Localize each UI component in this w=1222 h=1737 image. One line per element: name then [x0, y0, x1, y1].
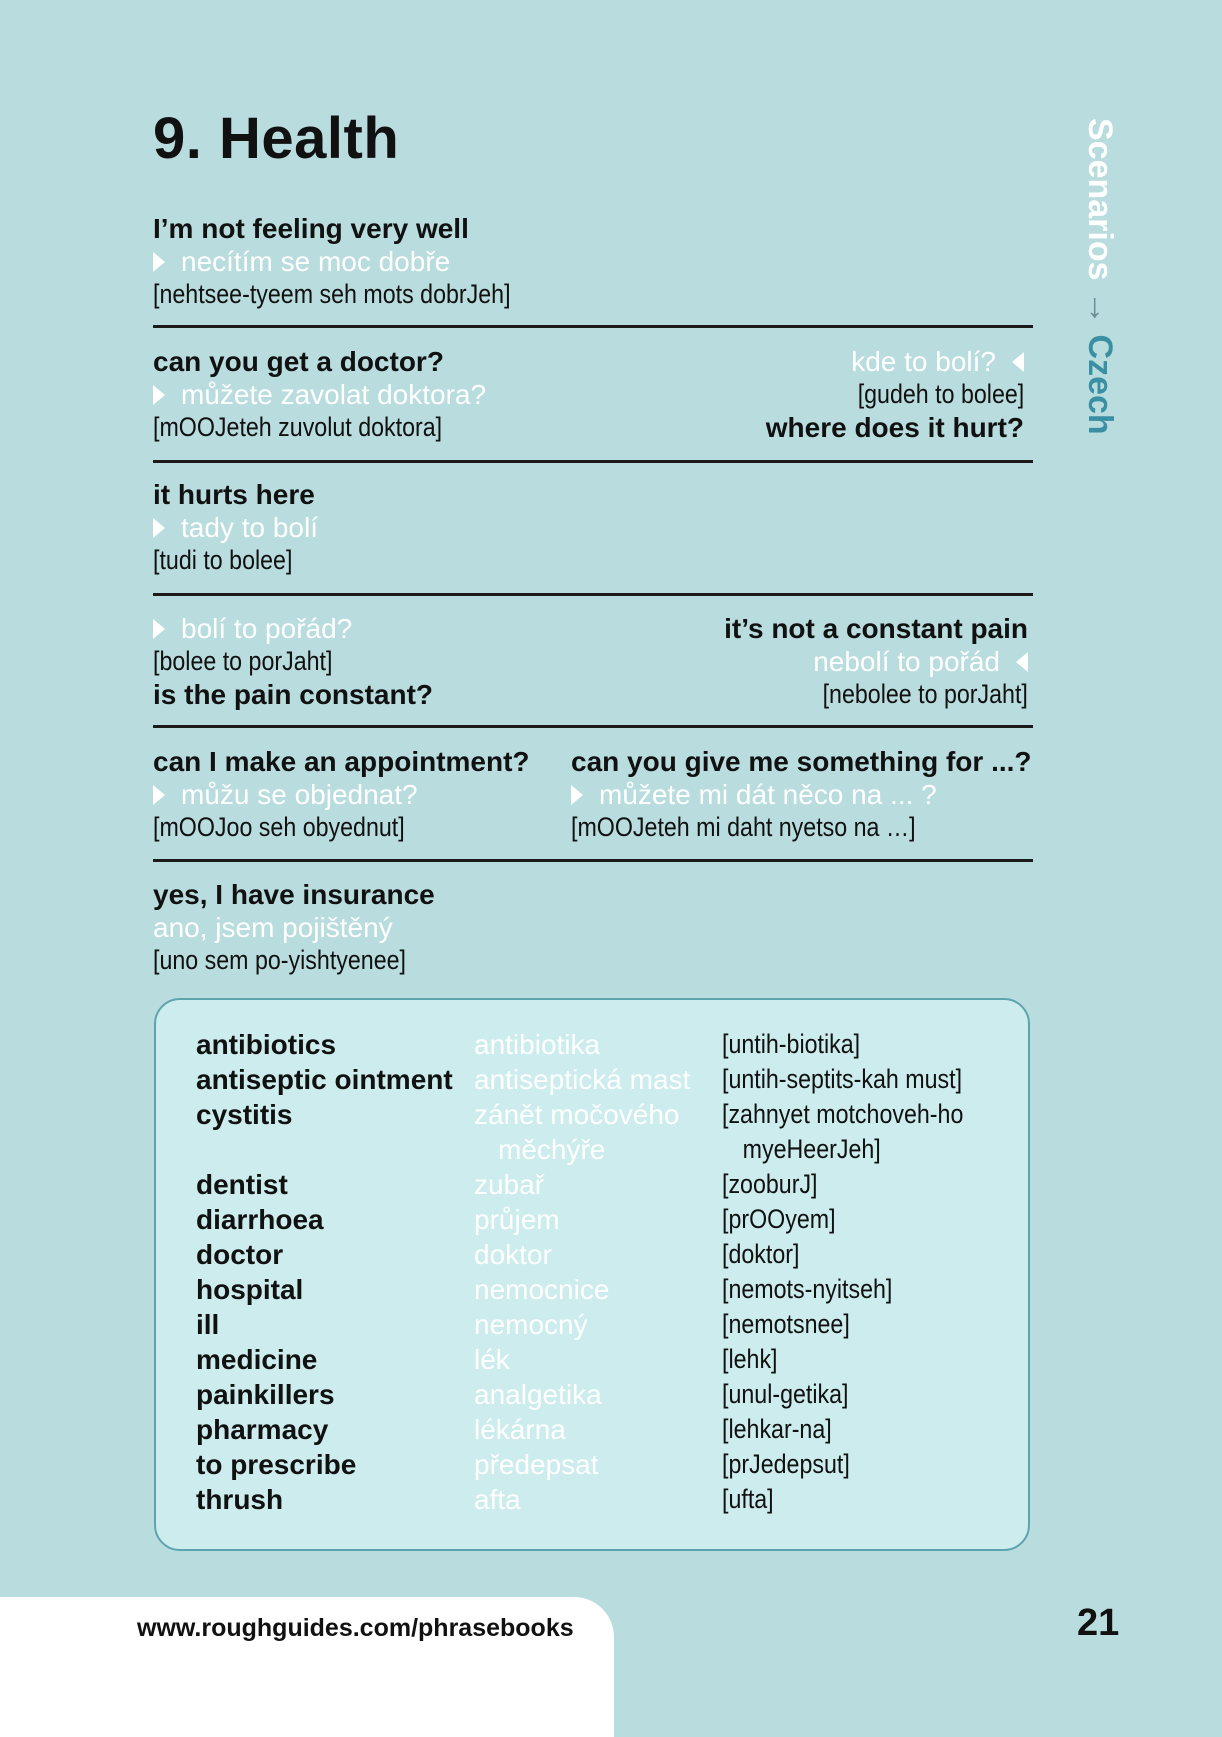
phrase-block: [153, 345, 1033, 445]
phrase-pronunciation: [bolee to porJaht]: [153, 646, 333, 676]
speaker-arrow-icon: [153, 385, 165, 405]
vocab-english: cystitis: [196, 1099, 293, 1130]
vocab-english: pharmacy: [196, 1414, 329, 1445]
vocab-pronunciation: [doktor]: [722, 1239, 800, 1269]
divider: [153, 593, 1033, 596]
vocab-czech: předepsat: [474, 1449, 599, 1480]
vocab-english: diarrhoea: [196, 1204, 324, 1235]
speaker-arrow-icon: [153, 619, 165, 639]
vocab-row: [196, 1202, 996, 1237]
speaker-arrow-icon: [153, 785, 165, 805]
vocab-pronunciation: [unul-getika]: [722, 1379, 849, 1409]
phrase-czech: necítím se moc dobře: [153, 245, 1033, 278]
vocab-pronunciation: [ufta]: [722, 1484, 774, 1514]
speaker-arrow-icon: [571, 785, 583, 805]
side-tab-language: Czech: [1081, 334, 1119, 435]
phrase-pronunciation: [tudi to bolee]: [153, 545, 293, 575]
vocab-pronunciation: [prJedepsut]: [722, 1449, 850, 1479]
vocab-pronunciation: [zahnyet motchoveh-ho myeHeerJeh]: [722, 1099, 964, 1164]
phrase-block: [153, 878, 1033, 977]
vocab-row: [196, 1482, 996, 1517]
divider: [153, 460, 1033, 463]
phrase-czech: můžete mi dát něco na ... ?: [571, 778, 1032, 811]
divider: [153, 725, 1033, 728]
vocab-row: [196, 1027, 996, 1062]
vocab-english: ill: [196, 1309, 220, 1340]
footer-url-link[interactable]: www.roughguides.com/phrasebooks: [137, 1614, 574, 1642]
divider: [153, 859, 1033, 862]
phrase-czech: bolí to pořád?: [153, 612, 433, 645]
phrase-english: yes, I have insurance: [153, 879, 435, 910]
vocab-row: [196, 1412, 996, 1447]
phrase-czech: ano, jsem pojištěný: [153, 912, 393, 943]
phrase-pronunciation: [mOOJeteh mi daht nyetso na …]: [571, 812, 916, 842]
vocab-row: [196, 1307, 996, 1342]
phrase-pronunciation: [mOOJeteh zuvolut doktora]: [153, 412, 443, 442]
divider: [153, 325, 1033, 328]
vocab-pronunciation: [nemots-nyitseh]: [722, 1274, 893, 1304]
vocab-english: antiseptic ointment: [196, 1064, 453, 1095]
vocab-english: doctor: [196, 1239, 284, 1270]
vocab-row: [196, 1447, 996, 1482]
vocab-pronunciation: [zooburJ]: [722, 1169, 818, 1199]
vocab-czech: doktor: [474, 1239, 552, 1270]
phrase-pronunciation: [nehtsee-tyeem seh mots dobrJeh]: [153, 279, 511, 309]
vocab-czech: zubař: [474, 1169, 545, 1200]
vocab-row: [196, 1377, 996, 1412]
phrase-block: [153, 478, 1033, 577]
vocab-pronunciation: [nemotsnee]: [722, 1309, 850, 1339]
vocab-english: hospital: [196, 1274, 304, 1305]
vocab-english: dentist: [196, 1169, 288, 1200]
reply-czech: nebolí to pořád: [724, 645, 1028, 678]
vocab-czech: zánět močového měchýře: [474, 1099, 680, 1165]
vocab-czech: nemocný: [474, 1309, 588, 1340]
phrase-block: [153, 212, 1033, 311]
vocab-czech: afta: [474, 1484, 521, 1515]
vocab-czech: antibiotika: [474, 1029, 601, 1060]
vocab-english: thrush: [196, 1484, 284, 1515]
vocab-czech: antiseptická mast: [474, 1064, 691, 1095]
phrase-english: I’m not feeling very well: [153, 213, 469, 244]
vocab-english: painkillers: [196, 1379, 335, 1410]
vocab-czech: průjem: [474, 1204, 560, 1235]
page-number: 21: [1077, 1602, 1120, 1644]
reply-czech: kde to bolí?: [766, 345, 1024, 378]
vocab-pronunciation: [lehk]: [722, 1344, 778, 1374]
reply-arrow-icon: [1012, 352, 1024, 372]
phrase-pronunciation: [uno sem po-yishtyenee]: [153, 945, 406, 975]
vocab-czech: lék: [474, 1344, 510, 1375]
phrase-czech: můžu se objednat?: [153, 778, 530, 811]
vocab-pronunciation: [lehkar-na]: [722, 1414, 832, 1444]
vocabulary-box: [154, 998, 1030, 1551]
phrase-block: [153, 745, 1033, 845]
vocab-pronunciation: [untih-septits-kah must]: [722, 1064, 963, 1094]
vocab-pronunciation: [untih-biotika]: [722, 1029, 861, 1059]
phrase-pronunciation: [mOOJoo seh obyednut]: [153, 812, 405, 842]
vocab-row: [196, 1237, 996, 1272]
vocab-row: [196, 1342, 996, 1377]
phrase-czech: tady to bolí: [153, 511, 1033, 544]
phrase-czech: můžete zavolat doktora?: [153, 378, 489, 411]
side-tab-arrow-icon: →: [1081, 290, 1119, 325]
vocab-english: antibiotics: [196, 1029, 337, 1060]
vocab-czech: analgetika: [474, 1379, 602, 1410]
speaker-arrow-icon: [153, 252, 165, 272]
vocab-english: to prescribe: [196, 1449, 357, 1480]
vocab-row: [196, 1097, 996, 1167]
side-tab-section: Scenarios: [1081, 118, 1119, 281]
vocab-row: [196, 1272, 996, 1307]
phrase-english: can I make an appointment?: [153, 746, 530, 777]
reply-english: where does it hurt?: [765, 412, 1024, 443]
phrase-english: can you give me something for ...?: [571, 746, 1032, 777]
phrase-english: is the pain constant?: [153, 679, 434, 710]
vocab-czech: lékárna: [474, 1414, 566, 1445]
speaker-arrow-icon: [153, 518, 165, 538]
section-side-tab: [1080, 118, 1119, 435]
phrase-block: [153, 612, 1033, 712]
vocab-english: medicine: [196, 1344, 318, 1375]
vocab-row: [196, 1167, 996, 1202]
page-title: 9. Health: [153, 106, 400, 171]
reply-english: it’s not a constant pain: [724, 613, 1028, 644]
vocab-pronunciation: [prOOyem]: [722, 1204, 836, 1234]
reply-pronunciation: [gudeh to bolee]: [857, 379, 1024, 409]
phrase-english: it hurts here: [153, 479, 315, 510]
reply-arrow-icon: [1016, 652, 1028, 672]
vocab-row: [196, 1062, 996, 1097]
phrase-english: can you get a doctor?: [153, 346, 444, 377]
reply-pronunciation: [nebolee to porJaht]: [822, 679, 1028, 709]
vocab-czech: nemocnice: [474, 1274, 610, 1305]
